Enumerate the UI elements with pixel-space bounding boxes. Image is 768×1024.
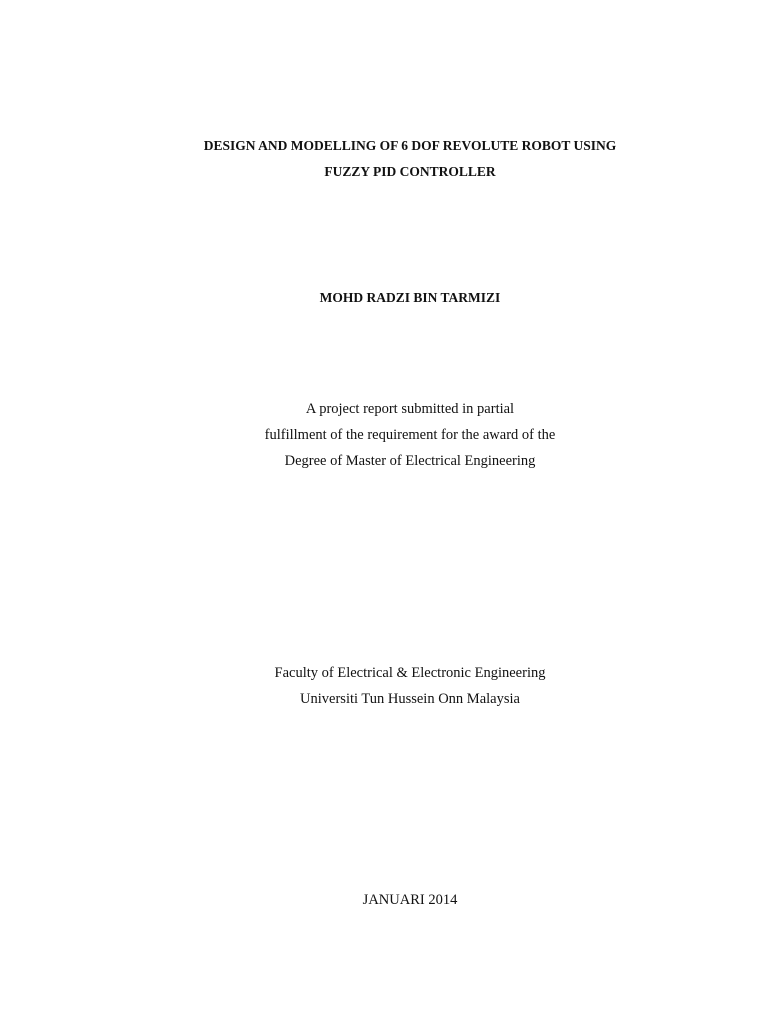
submission-statement (40, 396, 768, 474)
faculty-name: Faculty of Electrical & Electronic Engineering (274, 665, 546, 681)
university-name: Universiti Tun Hussein Onn Malaysia (300, 691, 520, 707)
submission-line-3: Degree of Master of Electrical Engineering (284, 453, 536, 469)
submission-line-2: fulfillment of the requirement for the award of the (264, 427, 556, 443)
thesis-title (40, 133, 768, 185)
submission-date-text: JANUARI 2014 (362, 892, 458, 908)
author-name (40, 289, 768, 307)
thesis-title-line-2: FUZZY PID CONTROLLER (324, 164, 496, 179)
thesis-title-line-1: DESIGN AND MODELLING OF 6 DOF REVOLUTE ROBOT USING (203, 138, 617, 153)
author-name-text: MOHD RADZI BIN TARMIZI (319, 290, 501, 305)
submission-line-1: A project report submitted in partial (305, 401, 515, 417)
submission-date (40, 887, 768, 913)
institution (40, 660, 768, 712)
